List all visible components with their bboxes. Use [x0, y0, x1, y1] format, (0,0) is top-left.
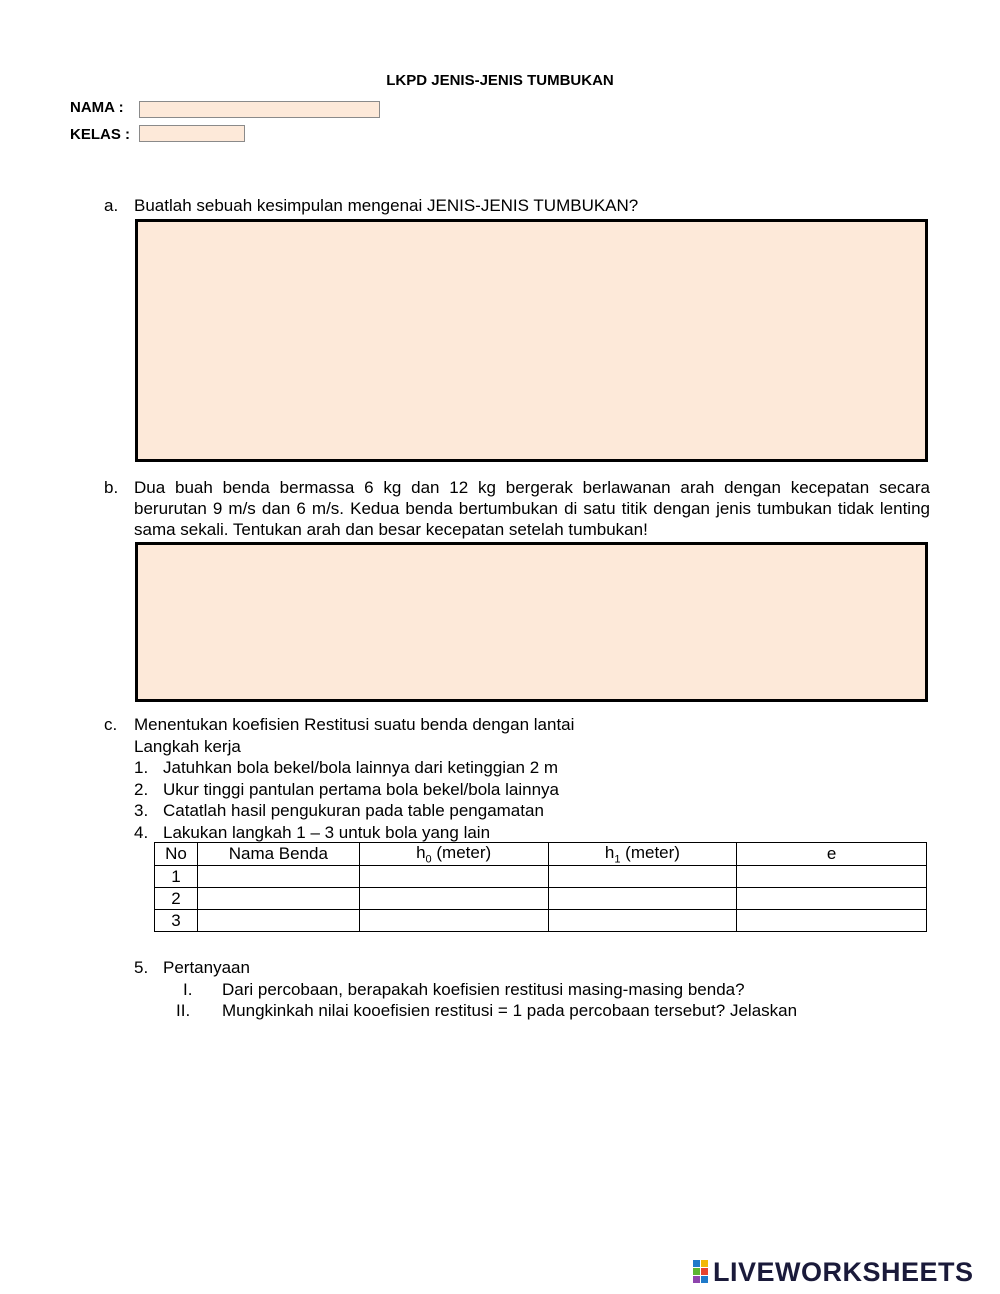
nama-input[interactable] — [139, 101, 380, 118]
cell-e[interactable] — [737, 910, 927, 932]
cell-h0[interactable] — [359, 888, 548, 910]
nama-label: NAMA : — [70, 99, 124, 116]
step-text: Lakukan langkah 1 – 3 untuk bola yang lain — [163, 823, 491, 842]
answer-box-b[interactable] — [135, 542, 928, 702]
table-row — [155, 910, 927, 932]
cell-h1[interactable] — [548, 866, 737, 888]
row-number: 1 — [155, 866, 198, 888]
step-text: Ukur tinggi pantulan pertama bola bekel/bola lainnya — [163, 780, 559, 799]
observation-table — [154, 842, 927, 932]
section-b-marker: b. — [104, 478, 119, 497]
langkah-kerja-label: Langkah kerja — [134, 737, 241, 756]
section-a-marker: a. — [104, 196, 119, 215]
step-text: Catatlah hasil pengukuran pada table pengamatan — [163, 801, 544, 820]
question-item-text: Dari percobaan, berapakah koefisien restitusi masing-masing benda? — [222, 980, 745, 999]
section-c-title: Menentukan koefisien Restitusi suatu benda dengan lantai — [134, 715, 575, 734]
cell-h0[interactable] — [359, 866, 548, 888]
h1-subscript: 1 — [614, 853, 621, 866]
h0-subscript: 0 — [425, 853, 432, 866]
liveworksheets-logo-text: LIVEWORKSHEETS — [713, 1257, 974, 1287]
step-number: 4. — [134, 823, 149, 842]
header-h1 — [548, 843, 737, 866]
header-e: e — [737, 843, 927, 866]
cell-nama-benda[interactable] — [197, 888, 359, 910]
question-number: 5. — [134, 958, 149, 977]
cell-nama-benda[interactable] — [197, 866, 359, 888]
h1-unit: (meter) — [620, 843, 680, 862]
step-text: Jatuhkan bola bekel/bola lainnya dari ketinggian 2 m — [163, 758, 559, 777]
step-number: 3. — [134, 801, 149, 820]
h1-base: h — [604, 843, 615, 862]
step-number: 1. — [134, 758, 149, 777]
section-a-question: Buatlah sebuah kesimpulan mengenai JENIS-JENIS TUMBUKAN? — [134, 196, 639, 215]
section-b-question: Dua buah benda bermassa 6 kg dan 12 kg bergerak berlawanan arah dengan kecepatan secara berurutan 9 m/s dan 6 m/s. Kedua benda bertumbukan di satu titik dengan jenis tumbukan tidak lenting sama sekali. Tentukan arah dan besar kecepatan setelah tumbukan! — [134, 478, 930, 539]
question-item-text: Mungkinkah nilai kooefisien restitusi = 1 pada percobaan tersebut? Jelaskan — [222, 1001, 798, 1020]
question-item-number: I. — [183, 980, 193, 999]
row-number: 3 — [155, 910, 198, 932]
table-row — [155, 866, 927, 888]
page-title: LKPD JENIS-JENIS TUMBUKAN — [386, 72, 614, 89]
step-number: 2. — [134, 780, 149, 799]
h0-unit: (meter) — [431, 843, 492, 862]
cell-e[interactable] — [737, 888, 927, 910]
cell-h1[interactable] — [548, 888, 737, 910]
kelas-input[interactable] — [139, 125, 245, 142]
header-nama-benda: Nama Benda — [197, 843, 359, 866]
cell-e[interactable] — [737, 866, 927, 888]
cell-nama-benda[interactable] — [197, 910, 359, 932]
answer-box-a[interactable] — [135, 219, 928, 462]
cell-h1[interactable] — [548, 910, 737, 932]
section-c-marker: c. — [104, 715, 118, 734]
h0-base: h — [416, 843, 426, 862]
table-row — [155, 888, 927, 910]
header-h0 — [359, 843, 548, 866]
pertanyaan-label: Pertanyaan — [163, 958, 250, 977]
question-item-number: II. — [176, 1001, 191, 1020]
header-no: No — [155, 843, 198, 866]
cell-h0[interactable] — [359, 910, 548, 932]
row-number: 2 — [155, 888, 198, 910]
table-header-row — [155, 843, 927, 866]
kelas-label: KELAS : — [70, 126, 130, 143]
